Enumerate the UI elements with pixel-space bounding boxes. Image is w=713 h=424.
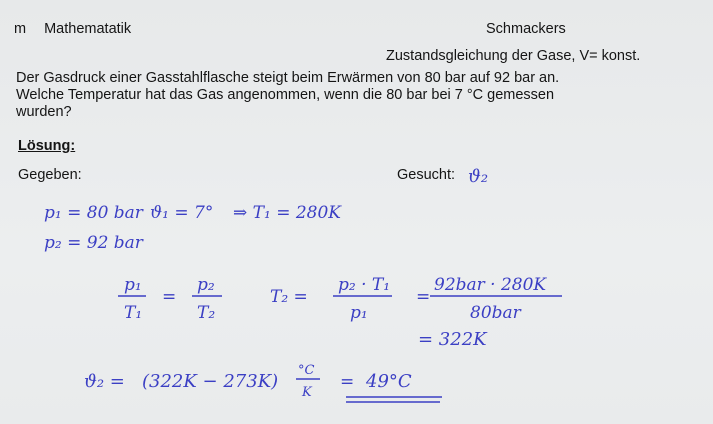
unit-denominator: K [302, 385, 312, 400]
topic-title: Zustandsgleichung der Gase, V= konst. [386, 48, 641, 64]
problem-line-2: Welche Temperatur hat das Gas angenommen, wenn die 80 bar bei 7 °C gemessen [16, 87, 555, 103]
ratio-T2-denominator: T₂ [197, 303, 216, 323]
header-prefix: m [14, 21, 27, 37]
sought-variable: ϑ₂ [468, 166, 489, 187]
result-theta2: 49°C [366, 371, 412, 392]
ratio-p1-numerator: p₁ [124, 275, 142, 295]
author-name: Schmackers [486, 21, 566, 37]
problem-line-1: Der Gasdruck einer Gasstahlflasche steigt beim Erwärmen von 80 bar auf 92 bar an. [16, 70, 560, 86]
calc-denominator: 80bar [470, 303, 521, 323]
problem-line-3: wurden? [16, 104, 72, 120]
given-p1: p₁ = 80 bar [44, 203, 143, 223]
solution-heading: Lösung: [18, 138, 76, 154]
result-T2: = 322K [418, 329, 487, 350]
unit-numerator: °C [298, 363, 315, 378]
T2-lhs: T₂ = [270, 287, 308, 307]
equals-1: = [162, 287, 177, 307]
theta2-lhs: ϑ₂ = [84, 371, 125, 392]
sought-label: Gesucht: [397, 167, 456, 183]
T2-formula-numerator: p₂ · T₁ [338, 275, 391, 295]
given-p2: p₂ = 92 bar [44, 233, 143, 253]
ratio-p2-numerator: p₂ [197, 275, 215, 295]
equals-3: = [340, 372, 355, 392]
arrow-T1: ⇒ T₁ = 280K [233, 203, 342, 223]
T2-formula-denominator: p₁ [350, 303, 368, 323]
theta2-expression: (322K − 273K) [142, 371, 279, 392]
equals-2: = [416, 287, 431, 307]
given-label: Gegeben: [18, 167, 82, 183]
subject-name: Mathematatik [44, 21, 132, 37]
given-theta1: ϑ₁ = 7° [150, 203, 214, 223]
ratio-T1-denominator: T₁ [124, 303, 143, 323]
calc-numerator: 92bar · 280K [434, 275, 547, 295]
